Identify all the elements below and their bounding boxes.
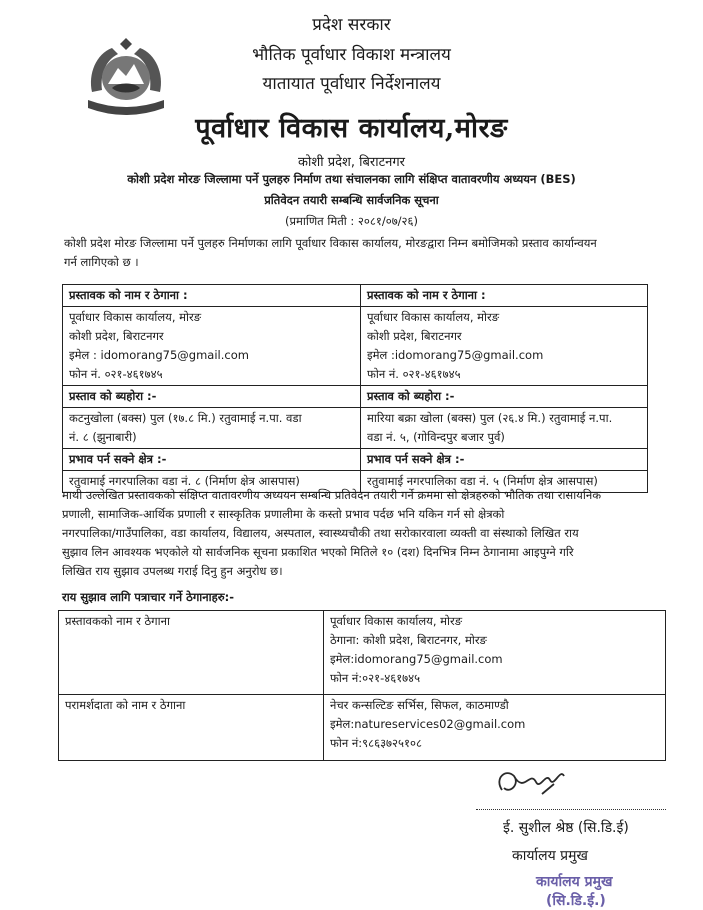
proposer-contact-details <box>324 611 666 695</box>
right-impact-area: रतुवामाई नगरपालिका वडा नं. ५ (निर्माण क्षेत्र आसपास) <box>361 471 648 493</box>
office-stamp-line2: (सि.डि.ई.) <box>546 893 606 909</box>
right-proposer-heading: प्रस्तावक को नाम र ठेगाना : <box>361 285 648 307</box>
consultant-contact-details <box>324 695 666 761</box>
directorate-name: यातायात पूर्वाधार निर्देशनालय <box>262 74 441 94</box>
email-text: इमेल:idomorang75@gmail.com <box>330 652 503 666</box>
left-impact-area: रतुवामाई नगरपालिका वडा नं. ८ (निर्माण क्षेत्र आसपास) <box>63 471 361 493</box>
notice-date: (प्रमाणित मिती : २०८१/०७/२६) <box>284 214 419 228</box>
phone-text: फोन नं. ०२१-४६१७४५ <box>69 367 163 381</box>
contact-line: नेचर कन्सल्टिङ सर्भिस, सिफल, काठमाण्डौ <box>330 698 509 712</box>
right-proposer-address <box>361 307 648 386</box>
signature-line <box>476 809 666 810</box>
government-name: प्रदेश सरकार <box>312 15 391 35</box>
address-line: कोशी प्रदेश, बिराटनगर <box>69 329 164 343</box>
consultant-contact-label: परामर्शदाता को नाम र ठेगाना <box>59 695 324 761</box>
left-proposer-heading: प्रस्तावक को नाम र ठेगाना : <box>63 285 361 307</box>
contact-line: पूर्वाधार विकास कार्यालय, मोरङ <box>330 614 463 628</box>
address-line: पूर्वाधार विकास कार्यालय, मोरङ <box>367 310 500 324</box>
address-line: कोशी प्रदेश, बिराटनगर <box>367 329 462 343</box>
description-line: वडा नं. ५, (गोविन्दपुर बजार पुर्व) <box>367 430 505 444</box>
body-line: प्रणाली, सामाजिक-आर्थिक प्रणाली र सास्कृतिक प्रणालीमा के कस्तो प्रभाव पर्दछ भनि यकिन गर्न सो क्षेत्रको <box>62 507 505 521</box>
notice-intro <box>64 234 664 272</box>
right-description <box>361 408 648 449</box>
notice-title-line2: प्रतिवेदन तयारी सम्बन्धि सार्वजनिक सूचना <box>264 193 439 207</box>
description-line: कटनुखोला (बक्स) पुल (१७.८ मि.) रतुवामाई न.पा. वडा <box>69 411 302 425</box>
email-text: इमेल :idomorang75@gmail.com <box>367 348 544 362</box>
email-text: इमेल:natureservices02@gmail.com <box>330 717 526 731</box>
left-impact-heading: प्रभाव पर्न सक्ने क्षेत्र :- <box>63 449 361 471</box>
phone-text: फोन नं:९८६३७२५१०८ <box>330 736 422 750</box>
ministry-name: भौतिक पूर्वाधार विकाश मन्त्रालय <box>252 45 451 65</box>
right-description-heading: प्रस्ताव को ब्यहोरा :- <box>361 386 648 408</box>
phone-text: फोन नं:०२१-४६१७४५ <box>330 671 421 685</box>
intro-line: गर्न लागिएको छ । <box>64 255 139 269</box>
signatory-designation: कार्यालय प्रमुख <box>512 848 588 864</box>
left-proposer-address <box>63 307 361 386</box>
intro-line: कोशी प्रदेश मोरङ जिल्लामा पर्ने पुलहरु निर्माणका लागि पूर्वाधार विकास कार्यालय, मोरङद्वारा निम्न बमोजिमको प्रस्ताव कार्यान्वयन <box>64 236 597 250</box>
body-paragraph <box>62 486 648 581</box>
office-name: पूर्वाधार विकास कार्यालय,मोरङ <box>195 113 508 144</box>
proposer-contact-label: प्रस्तावकको नाम र ठेगाना <box>59 611 324 695</box>
contacts-table <box>58 610 666 761</box>
description-line: मारिया बक्रा खोला (बक्स) पुल (२६.४ मि.) रतुवामाई न.पा. <box>367 411 613 425</box>
right-impact-heading: प्रभाव पर्न सक्ने क्षेत्र :- <box>361 449 648 471</box>
contact-heading: राय सुझाव लागि पत्राचार गर्ने ठेगानाहरु:- <box>62 590 234 604</box>
phone-text: फोन नं. ०२१-४६१७४५ <box>367 367 461 381</box>
office-stamp-line1: कार्यालय प्रमुख <box>536 874 613 890</box>
body-line: सुझाव लिन आवश्यक भएकोले यो सार्वजनिक सूचना प्रकाशित भएको मितिले १० (दश) दिनभित्र निम्न ठेगानामा आइपुग्ने गरि <box>62 545 574 559</box>
description-line: नं. ८ (झुनाबारी) <box>69 430 137 444</box>
body-line: लिखित राय सुझाव उपलब्ध गराई दिनु हुन अनुरोध छ। <box>62 564 283 578</box>
signatory-name: ई. सुशील श्रेष्ठ (सि.डि.ई) <box>503 820 629 836</box>
office-location: कोशी प्रदेश, बिराटनगर <box>298 155 405 170</box>
contact-line: ठेगाना: कोशी प्रदेश, बिराटनगर, मोरङ <box>330 633 487 647</box>
notice-title-line1: कोशी प्रदेश मोरङ जिल्लामा पर्ने पुलहरु निर्माण तथा संचालनका लागि संक्षिप्त वातावरणीय अध्ययन (BES) <box>127 172 576 186</box>
signature <box>484 760 604 810</box>
body-line: माथी उल्लेखित प्रस्तावकको संक्षिप्त वातावरणीय अध्ययन सम्बन्धि प्रतिवेदन तयारी गर्ने क्रममा सो क्षेत्रहरुको भौतिक तथा रासायनिक <box>62 488 602 502</box>
address-line: पूर्वाधार विकास कार्यालय, मोरङ <box>69 310 202 324</box>
body-line: नगरपालिका/गाउँपालिका, वडा कार्यालय, विद्यालय, अस्पताल, स्वास्थ्यचौकी तथा सरोकारवाला व्यक्ती वा संस्थाको लिखित राय <box>62 526 579 540</box>
proposals-table <box>62 284 648 493</box>
left-description-heading: प्रस्ताव को ब्यहोरा :- <box>63 386 361 408</box>
left-description <box>63 408 361 449</box>
email-text: इमेल : idomorang75@gmail.com <box>69 348 249 362</box>
